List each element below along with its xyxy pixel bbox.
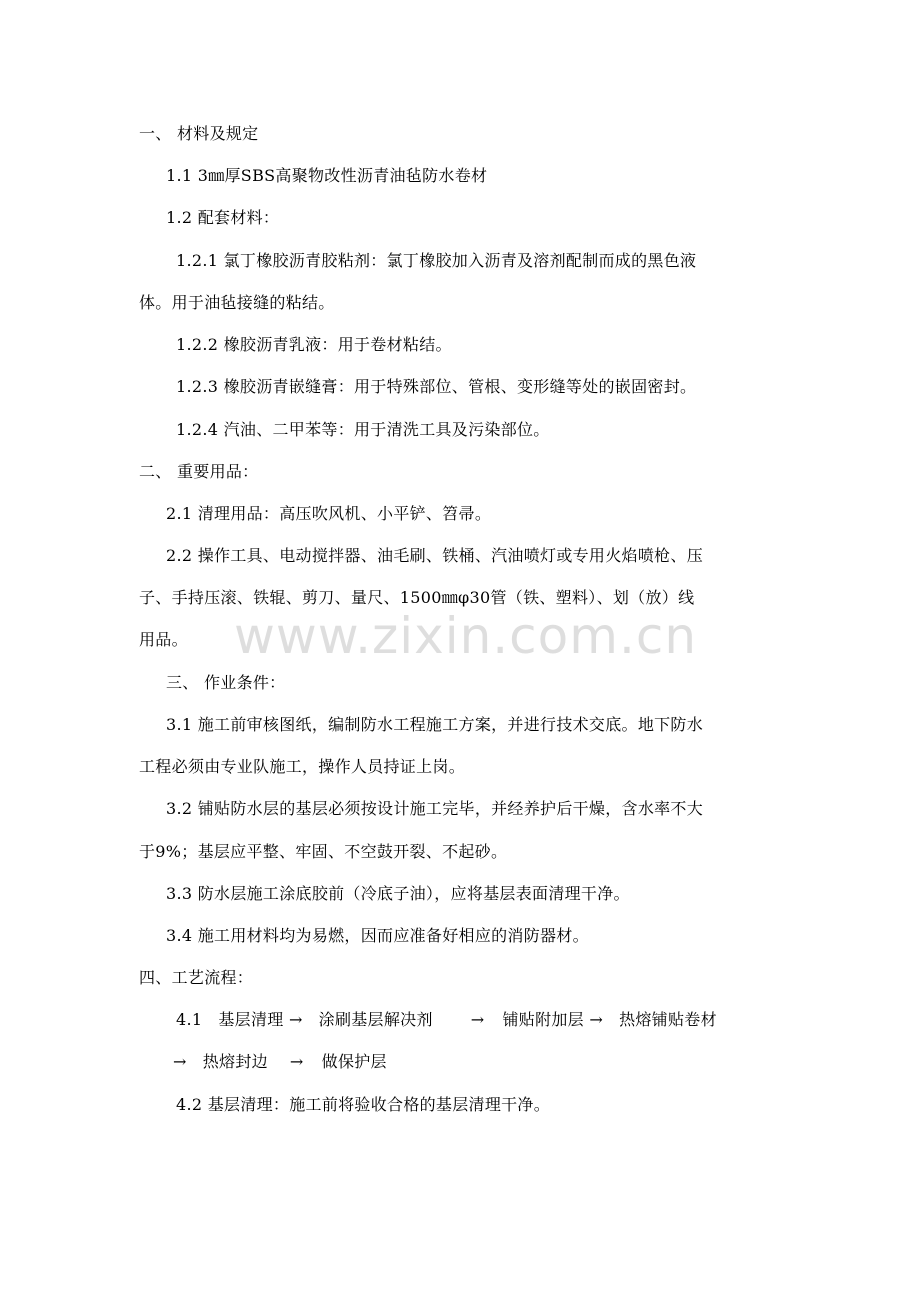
paragraph-3-4: 3.4 施工用材料均为易燃，因而应准备好相应的消防器材。 [166, 926, 589, 945]
process-flow-line1 [176, 1010, 717, 1030]
arrow-icon: → [470, 1010, 485, 1029]
paragraph-1-2-1-line2: 体。用于油毡接缝的粘结。 [139, 293, 335, 312]
paragraph-1-2: 1.2 配套材料： [166, 208, 280, 227]
section-heading-2: 二、 重要用品： [139, 462, 259, 481]
paragraph-2-2-line1: 2.2 操作工具、电动搅拌器、油毛刷、铁桶、汽油喷灯或专用火焰喷枪、压 [166, 546, 704, 565]
paragraph-2-2-line2: 子、手持压滚、铁辊、剪刀、量尺、1500㎜φ30管（铁、塑料）、划（放）线 [139, 588, 695, 607]
section-heading-4: 四、工艺流程： [139, 968, 254, 987]
paragraph-2-2-line3: 用品。 [139, 630, 188, 649]
paragraph-3-3: 3.3 防水层施工涂底胶前（冷底子油），应将基层表面清理干净。 [166, 884, 630, 903]
section-heading-3: 三、 作业条件： [166, 673, 286, 692]
paragraph-1-2-3: 1.2.3 橡胶沥青嵌缝膏：用于特殊部位、管根、变形缝等处的嵌固密封。 [176, 377, 697, 396]
process-step-base-cleaning: 基层清理 → [218, 1010, 303, 1029]
section-heading-1: 一、 材料及规定 [139, 124, 259, 143]
paragraph-3-2-line2: 于9%；基层应平整、牢固、不空鼓开裂、不起砂。 [139, 842, 508, 861]
process-step-hot-melt-laying: 热熔铺贴卷材 [619, 1010, 717, 1029]
paragraph-4-2: 4.2 基层清理：施工前将验收合格的基层清理干净。 [176, 1095, 551, 1114]
paragraph-1-2-4: 1.2.4 汽油、二甲苯等：用于清洗工具及污染部位。 [176, 420, 550, 439]
arrow-icon: → [173, 1052, 187, 1071]
paragraph-1-2-2: 1.2.2 橡胶沥青乳液：用于卷材粘结。 [176, 335, 452, 354]
process-step-number: 4.1 [176, 1010, 203, 1029]
paragraph-1-2-1-line1: 1.2.1 氯丁橡胶沥青胶粘剂：氯丁橡胶加入沥青及溶剂配制而成的黑色液 [176, 251, 697, 270]
arrow-icon: → [289, 1052, 304, 1071]
watermark: www.zixin.com.cn [234, 607, 698, 665]
process-step-edge-sealing: 热熔封边 [202, 1052, 268, 1071]
paragraph-1-1: 1.1 3㎜厚SBS高聚物改性沥青油毡防水卷材 [166, 166, 488, 185]
process-step-protective-layer: 做保护层 [321, 1052, 387, 1071]
paragraph-2-1: 2.1 清理用品：高压吹风机、小平铲、笤帚。 [166, 504, 492, 523]
process-step-primer: 涂刷基层解决剂 [318, 1010, 433, 1029]
process-step-additional-layer: 铺贴附加层 → [502, 1010, 604, 1029]
paragraph-3-1-line1: 3.1 施工前审核图纸，编制防水工程施工方案，并进行技术交底。地下防水 [166, 715, 704, 734]
paragraph-3-1-line2: 工程必须由专业队施工，操作人员持证上岗。 [139, 757, 466, 776]
paragraph-3-2-line1: 3.2 铺贴防水层的基层必须按设计施工完毕，并经养护后干燥，含水率不大 [166, 799, 704, 818]
process-flow-line2 [173, 1052, 387, 1072]
